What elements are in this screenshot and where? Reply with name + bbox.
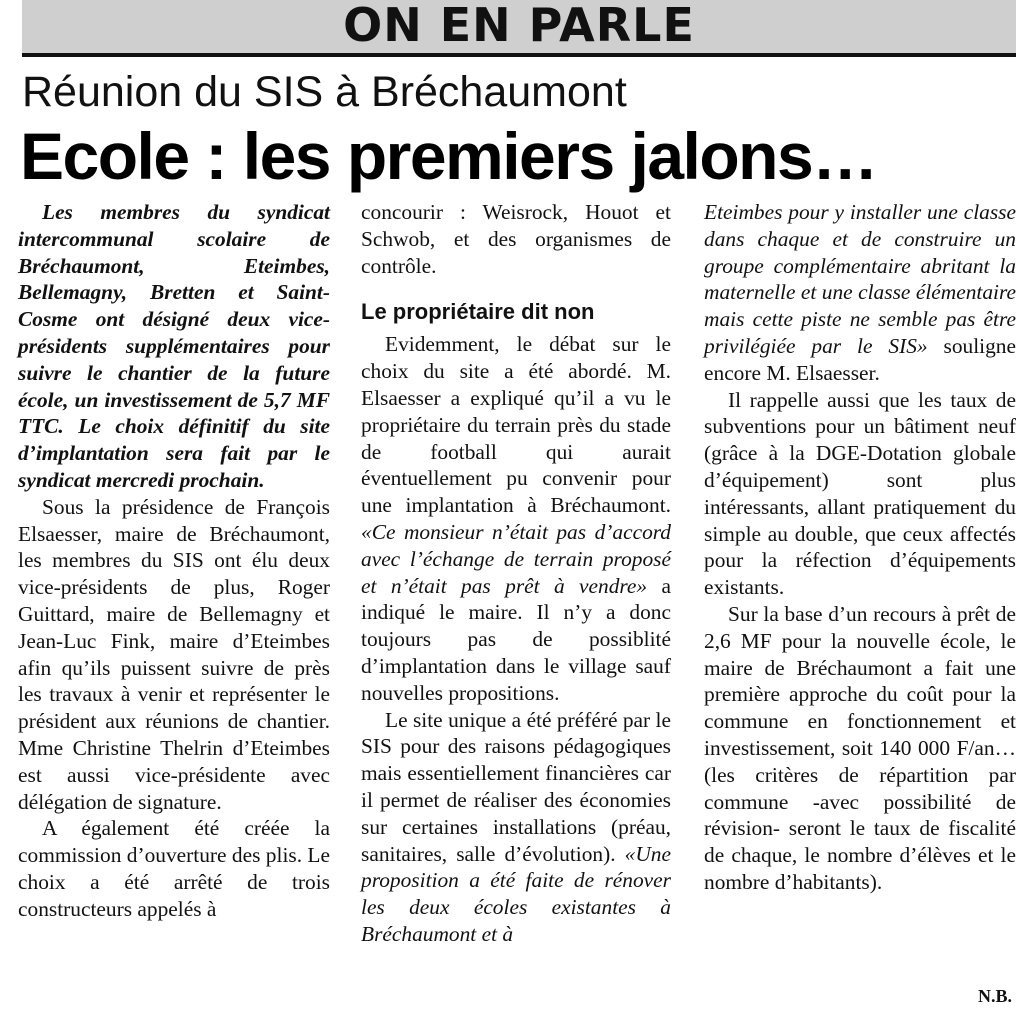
section-banner-label: ON EN PARLE [343,0,695,52]
paragraph-text: Le site unique a été préféré par le SIS pour des raisons pédagogiques mais essentiellement financières car il permet de réaliser des économies sur certaines installations (préau, sanitaires, salle d’évolution). [361,707,671,866]
paragraph-continued: concourir : Weisrock, Houot et Schwob, et des organismes de contrôle. [361,200,671,278]
article-supertitle: Réunion du SIS à Bréchaumont [22,68,627,116]
author-signature: N.B. [977,986,1012,1006]
paragraph-text: Evidemment, le débat sur le choix du site a été abordé. M. Elsaesser a expliqué qu’il a vu le propriétaire du terrain près du stade de football qui aurait éventuellement pu convenir pour une implantation à Bréchaumont. [361,332,671,518]
paragraph-continued [704,199,1016,387]
article-column-1 [18,199,330,923]
article-lead: Les membres du syndicat intercommunal scolaire de Bréchaumont, Eteimbes, Bellemagny, Bretten et Saint-Cosme ont désigné deux vice-présidents supplémentaires pour suivre le chantier de la future école, un investissement de 5,7 MF TTC. Le choix définitif du site d’implantation sera fait par le syndicat mercredi prochain. [18,200,330,492]
quote: «Une proposition a été faite de rénover les deux écoles existantes à Bréchaumont et à [361,841,671,946]
quote: Eteimbes pour y installer une classe dans chaque et de construire un groupe complémentaire abritant la maternelle et une classe élémentaire mais cette piste ne semble pas être privilégiée par le SIS» [704,200,1016,358]
quote: «Ce monsieur n’était pas d’accord avec l’échange de terrain proposé et n’était pas prêt à vendre» [361,519,671,598]
paragraph: Il rappelle aussi que les taux de subventions pour un bâtiment neuf (grâce à la DGE-Dotation globale d’équipement) sont plus intéressants, allant pratiquement du simple au double, que ceux affectés pour la réfection d’équipements existants. [704,387,1016,600]
paragraph-text: a indiqué le maire. Il n’y a donc toujours pas de possiblité d’implantation dans le village sauf nouvelles propositions. [361,573,671,705]
section-banner [22,0,1016,57]
paragraph: A également été créée la commission d’ouverture des plis. Le choix a été arrêté de trois constructeurs appelés à [18,816,330,921]
paragraph-text: souligne encore M. Elsaesser. [704,333,1016,385]
article-column-2 [361,199,671,948]
article-subhead: Le propriétaire dit non [361,299,595,325]
article-column-3 [704,199,1016,896]
paragraph: Sous la présidence de François Elsaesser, maire de Bréchaumont, les membres du SIS ont élu deux vice-présidents de plus, Roger Guittard, maire de Bellemagny et Jean-Luc Fink, maire d’Eteimbes afin qu’ils puissent suivre de près les travaux à venir et représenter le président aux réunions de chantier. Mme Christine Thelrin d’Eteimbes est aussi vice-présidente avec délégation de signature. [18,494,330,814]
article-headline: Ecole : les premiers jalons… [20,119,877,193]
paragraph: Sur la base d’un recours à prêt de 2,6 MF pour la nouvelle école, le maire de Bréchaumont a fait une première approche du coût pour la commune en fonctionnement et investissement, soit 140 000 F/an… (les critères de répartition par commune -avec possibilité de révision- seront le taux de fiscalité de chaque, le nombre d’élèves et le nombre d’habitants). [704,601,1016,894]
paragraph [361,331,671,706]
paragraph [361,707,671,948]
